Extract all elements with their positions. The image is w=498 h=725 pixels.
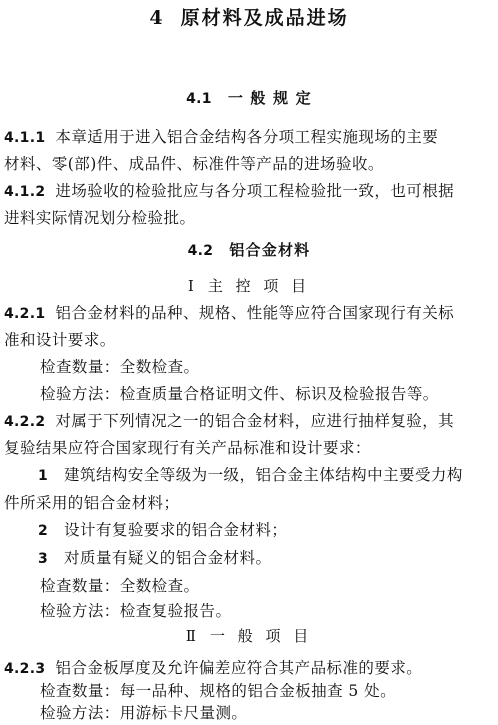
clause-number: 4.2.3 xyxy=(4,661,46,677)
clause-number: 4.2.1 xyxy=(4,306,46,322)
clause-4-2-2-item-2 xyxy=(38,520,287,541)
group-title: 主 控 项 目 xyxy=(207,277,311,295)
section-heading-4-2 xyxy=(0,240,498,261)
clause-text: 铝合金板厚度及允许偏差应符合其产品标准的要求。 xyxy=(55,659,423,677)
item-text: 设计有复验要求的铝合金材料； xyxy=(64,521,288,539)
item-number: 3 xyxy=(38,551,49,567)
clause-text: 进场验收的检验批应与各分项工程检验批一致，也可根据 xyxy=(55,182,455,200)
clause-4-2-1-inspection-method: 检验方法：检查质量合格证明文件、标识及检验报告等。 xyxy=(40,385,439,403)
clause-number: 4.1.2 xyxy=(4,184,46,200)
section-number: 4.2 xyxy=(187,243,214,259)
chapter-number: 4 xyxy=(149,7,165,29)
clause-4-1-2-line-1 xyxy=(4,181,454,202)
clause-number: 4.2.2 xyxy=(4,414,46,430)
clause-4-1-1-line-1 xyxy=(4,127,438,148)
clause-text: 本章适用于进入铝合金结构各分项工程实施现场的主要 xyxy=(55,128,439,146)
clause-4-1-2-line-2: 进料实际情况划分检验批。 xyxy=(4,209,196,227)
clause-4-2-2-item-1-line-1 xyxy=(38,465,463,486)
clause-4-2-2-inspection-method: 检验方法：检查复验报告。 xyxy=(40,602,232,620)
item-text: 对质量有疑义的铝合金材料。 xyxy=(64,549,272,567)
section-heading-4-1 xyxy=(0,88,498,109)
group-heading-general xyxy=(0,626,498,646)
group-title: 一 般 项 目 xyxy=(209,627,313,645)
clause-4-2-3-inspection-quantity: 检查数量：每一品种、规格的铝合金板抽查 5 处。 xyxy=(40,682,397,700)
group-roman: Ⅰ xyxy=(187,277,198,295)
chapter-heading xyxy=(0,6,498,30)
clause-4-1-1-line-2: 材料、零(部)件、成品件、标准件等产品的进场验收。 xyxy=(4,155,384,173)
clause-4-2-2-item-3 xyxy=(38,548,271,569)
group-roman: Ⅱ xyxy=(185,627,200,645)
clause-4-2-1-inspection-quantity: 检查数量：全数检查。 xyxy=(40,358,200,376)
clause-4-2-3-line-1 xyxy=(4,658,422,679)
group-heading-main xyxy=(0,276,498,296)
clause-4-2-2-inspection-quantity: 检查数量：全数检查。 xyxy=(40,577,200,595)
item-number: 1 xyxy=(38,468,49,484)
clause-number: 4.1.1 xyxy=(4,130,46,146)
clause-4-2-1-line-1 xyxy=(4,303,454,324)
clause-text: 铝合金材料的品种、规格、性能等应符合国家现行有关标 xyxy=(55,304,455,322)
item-number: 2 xyxy=(38,523,49,539)
clause-4-2-3-inspection-method: 检验方法：用游标卡尺量测。 xyxy=(40,704,248,722)
clause-4-2-2-item-1-line-2: 件所采用的铝合金材料； xyxy=(4,494,180,512)
section-title: 铝合金材料 xyxy=(229,241,311,259)
item-text: 建筑结构安全等级为一级，铝合金主体结构中主要受力构 xyxy=(64,466,463,484)
clause-text: 对属于下列情况之一的铝合金材料，应进行抽样复验，其 xyxy=(55,412,455,430)
clause-4-2-2-line-2: 复验结果应符合国家现行有关产品标准和设计要求： xyxy=(4,439,371,457)
clause-4-2-1-line-2: 准和设计要求。 xyxy=(4,331,116,349)
section-number: 4.1 xyxy=(186,91,212,107)
section-title: 一 般 规 定 xyxy=(227,89,312,107)
chapter-title: 原材料及成品进场 xyxy=(180,7,349,29)
clause-4-2-2-line-1 xyxy=(4,411,454,432)
